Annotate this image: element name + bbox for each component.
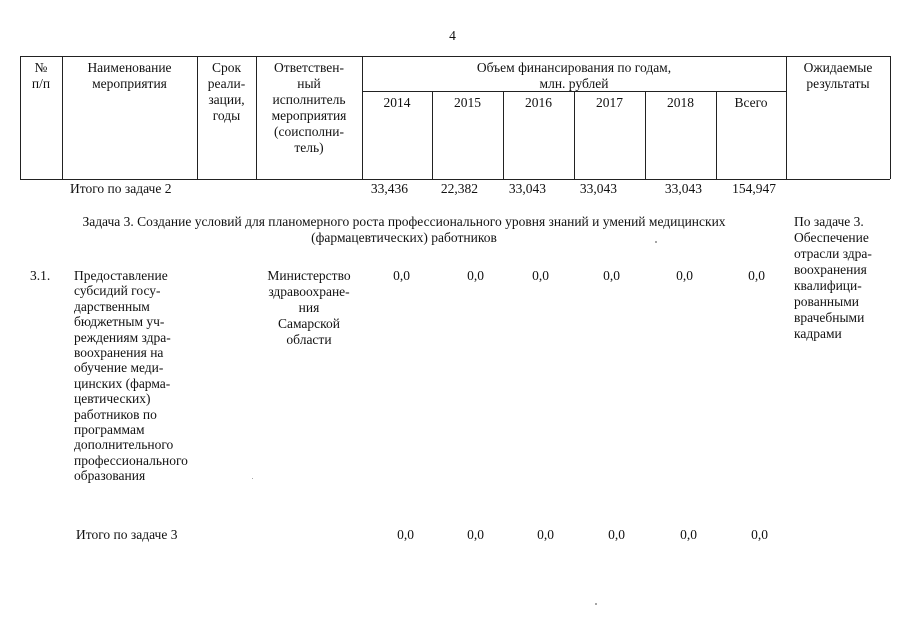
name-line: цинских (фарма-: [74, 375, 171, 391]
executor-line: Самарской: [277, 316, 341, 331]
header-text: Ответствен-: [274, 60, 344, 75]
header-year-2016: 2016: [525, 95, 552, 110]
result-line: квалифици-: [794, 278, 862, 293]
total-task3-label: Итого по задаче 3: [76, 527, 178, 542]
row-3-1-2015: 0,0: [467, 268, 484, 283]
name-line: дополнительного: [74, 437, 174, 453]
header-col-funding: [362, 60, 786, 92]
header-text: реали-: [207, 76, 246, 91]
total-task2-2016: 33,043: [508, 181, 546, 196]
row-3-1-total: 0,0: [748, 268, 765, 283]
header-text: Наименование: [87, 60, 172, 75]
header-text: мероприятия: [92, 76, 167, 91]
total-task3-2014: 0,0: [397, 527, 414, 542]
row-3-1-2014: 0,0: [393, 268, 410, 283]
header-text: результаты: [806, 76, 870, 91]
total-task3-2018: 0,0: [680, 527, 697, 542]
executor-line: Министерство: [267, 268, 351, 283]
name-line: реждениям здра-: [74, 329, 171, 345]
task3-title: [26, 214, 782, 246]
table-top-border: [20, 56, 890, 57]
name-line: Предоставление: [74, 268, 168, 283]
header-year-2017: 2017: [596, 95, 623, 110]
name-line: дарственным: [74, 298, 150, 314]
header-col-results: [786, 60, 890, 92]
total-task2-2014: 33,436: [370, 181, 408, 196]
name-line: работников по: [74, 406, 157, 422]
header-text: (соисполни-: [274, 124, 344, 139]
total-task2-total: 154,947: [732, 181, 776, 196]
total-task2-2015: 22,382: [440, 181, 478, 196]
header-text: ный: [297, 76, 321, 91]
header-text: Ожидаемые: [803, 60, 873, 75]
row-3-1-number: 3.1.: [30, 268, 51, 283]
header-text: зации,: [208, 92, 245, 107]
header-text: исполнитель: [272, 92, 346, 107]
row-3-1-name: [74, 268, 202, 484]
header-text: тель): [294, 140, 324, 155]
result-line: кадрами: [794, 326, 842, 341]
header-text: п/п: [31, 76, 51, 91]
result-line: По задаче 3.: [794, 214, 864, 229]
executor-line: области: [286, 332, 332, 347]
scan-speck: [252, 478, 253, 479]
header-col-number: [20, 60, 62, 92]
task3-expected-results: [794, 214, 890, 342]
scan-speck: [655, 241, 657, 243]
row-3-1-2017: 0,0: [603, 268, 620, 283]
table-header-bottom-border: [20, 179, 890, 180]
total-task3-2017: 0,0: [608, 527, 625, 542]
header-year-2018: 2018: [667, 95, 694, 110]
result-line: рованными: [794, 294, 859, 309]
total-task2-2018: 33,043: [664, 181, 702, 196]
result-line: врачебными: [794, 310, 865, 325]
header-text: мероприятия: [271, 108, 347, 123]
result-line: воохранения: [794, 262, 867, 277]
header-text: млн. рублей: [539, 76, 609, 91]
result-line: Обеспечение: [794, 230, 869, 245]
total-task3-2016: 0,0: [537, 527, 554, 542]
header-col-term: [197, 60, 256, 124]
result-line: отрасли здра-: [794, 246, 872, 261]
row-3-1-2018: 0,0: [676, 268, 693, 283]
name-line: воохранения на: [74, 345, 164, 361]
scan-speck: [595, 603, 597, 605]
header-col-executor: [256, 60, 362, 156]
header-text: Срок: [211, 60, 242, 75]
name-line: образования: [74, 468, 146, 484]
executor-line: ния: [298, 300, 320, 315]
executor-line: здравоохране-: [268, 284, 350, 299]
page-number: 4: [449, 28, 456, 43]
row-3-1-executor: [252, 268, 366, 348]
name-line: программам: [74, 422, 145, 438]
task3-title-line: Задача 3. Создание условий для планомерного роста профессионального уровня знаний и умений медицинских: [82, 214, 726, 229]
total-task3-2015: 0,0: [467, 527, 484, 542]
col-border: [890, 56, 891, 179]
total-task2-2017: 33,043: [579, 181, 617, 196]
header-col-name: [62, 60, 197, 92]
name-line: обучение меди-: [74, 360, 164, 376]
name-line: цевтических): [74, 391, 151, 407]
name-line: бюджетным уч-: [74, 314, 165, 330]
header-year-2015: 2015: [454, 95, 481, 110]
total-task3-total: 0,0: [751, 527, 768, 542]
header-text: Объем финансирования по годам,: [476, 60, 672, 75]
header-year-total: Всего: [734, 95, 768, 110]
name-line: субсидий госу-: [74, 283, 161, 299]
header-text: №: [34, 60, 48, 75]
task3-title-line: (фармацевтических) работников: [311, 230, 497, 245]
header-year-2014: 2014: [383, 95, 411, 110]
row-3-1-2016: 0,0: [532, 268, 549, 283]
header-text: годы: [212, 108, 241, 123]
name-line: профессионального: [74, 452, 188, 468]
total-task2-label: Итого по задаче 2: [70, 181, 172, 196]
